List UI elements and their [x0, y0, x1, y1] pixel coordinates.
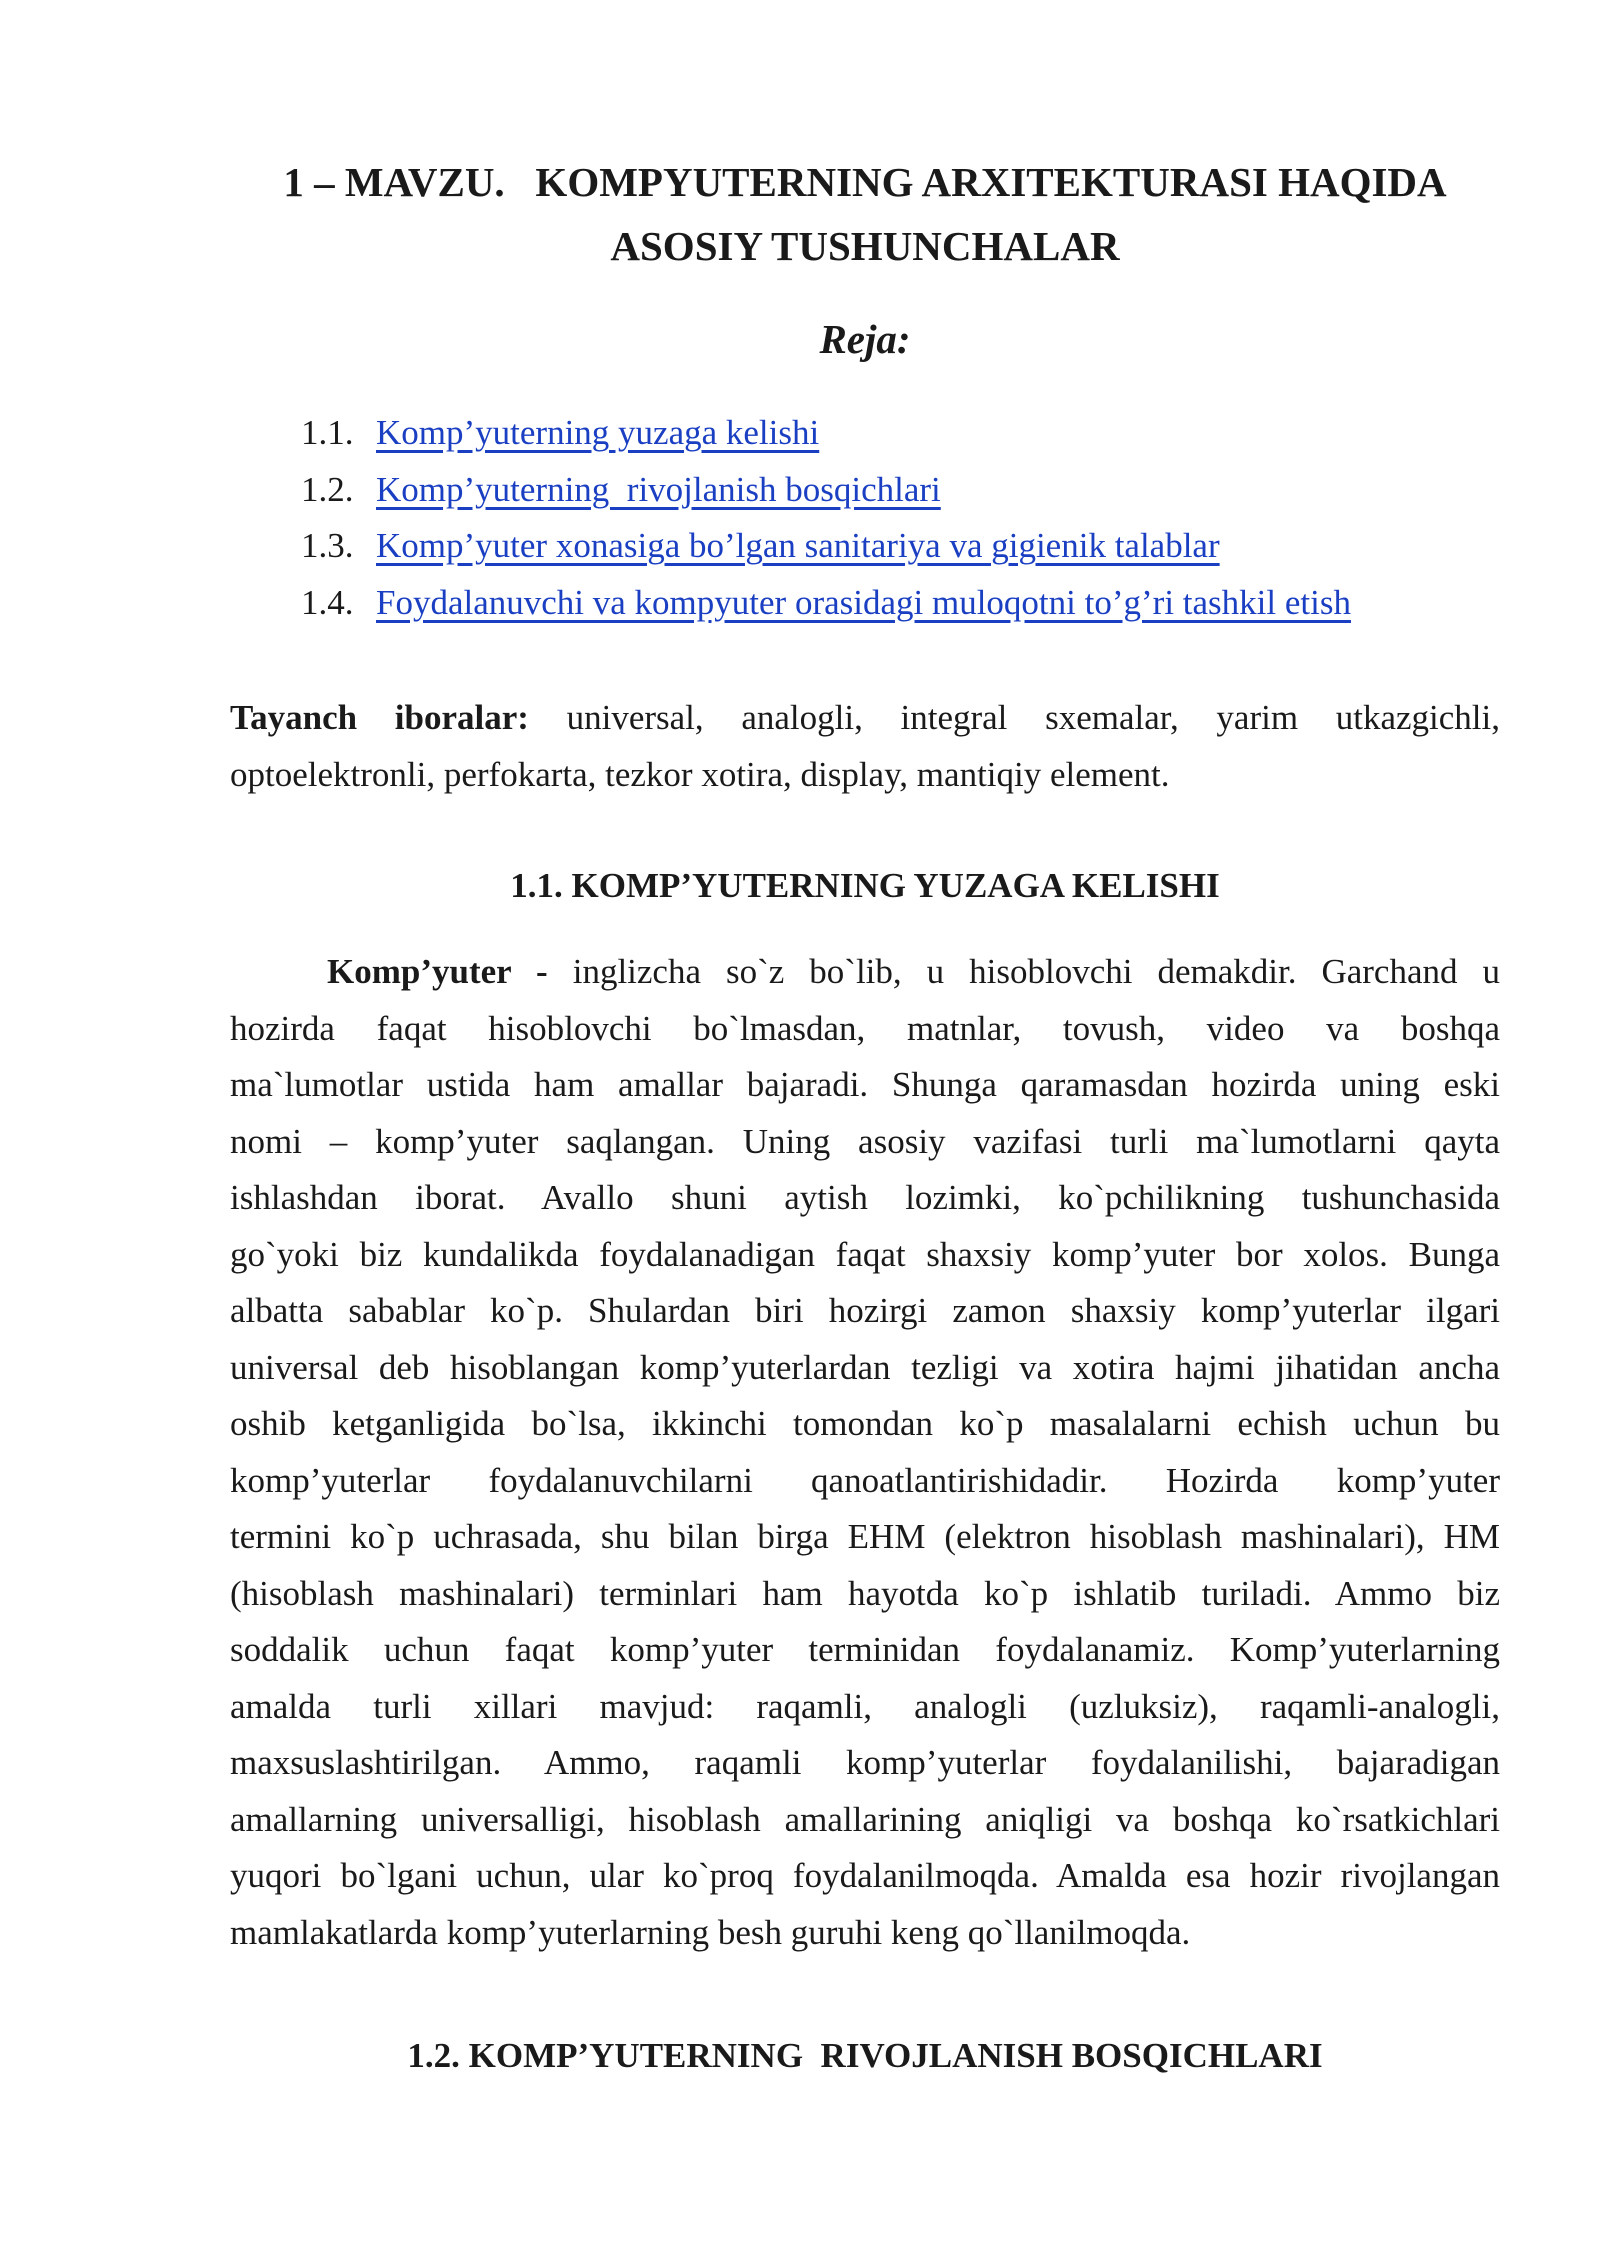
table-of-contents — [301, 408, 1351, 634]
page-title — [180, 150, 1550, 278]
section-heading-1-1: 1.1. KOMP’YUTERNING YUZAGA KELISHI — [510, 866, 1220, 905]
paragraph-line: maxsuslashtirilgan. Ammo, raqamli komp’yuterlar foydalanilishi, bajaradigan — [230, 1743, 1500, 1782]
paragraph-line: nomi – komp’yuter saqlangan. Uning asosiy vazifasi turli ma`lumotlarni qayta — [230, 1121, 1500, 1161]
toc-link-1-2[interactable]: Komp’yuterning rivojlanish bosqichlari — [376, 469, 941, 509]
keywords-text: universal, analogli, integral sxemalar, yarim utkazgichli, optoelektronli, perfokarta, tezkor xotira, display, mantiqiy element. — [230, 698, 1500, 794]
toc-link-1-4[interactable]: Foydalanuvchi va kompyuter orasidagi muloqotni to’g’ri tashkil etish — [376, 582, 1351, 622]
toc-item — [301, 521, 1351, 578]
keywords-paragraph — [230, 690, 1500, 803]
paragraph-line: mamlakatlarda komp’yuterlarning besh guruhi keng qo`llanilmoqda. — [230, 1912, 1191, 1952]
paragraph-line: termini ko`p uchrasada, shu bilan birga EHM (elektron hisoblash mashinalari), HM — [230, 1517, 1500, 1556]
paragraph-line-text: inglizcha so`z bo`lib, u hisoblovchi demakdir. Garchand u — [547, 952, 1500, 991]
paragraph-line: oshib ketganligida bo`lsa, ikkinchi tomondan ko`p masalalarni echish uchun bu — [230, 1404, 1500, 1443]
section-body-paragraph — [230, 944, 1500, 1961]
term-bold: Komp’yuter - — [327, 952, 548, 991]
section-heading-1-2: 1.2. KOMP’YUTERNING RIVOJLANISH BOSQICHLARI — [407, 2036, 1323, 2075]
paragraph-line — [230, 944, 1500, 1001]
page-title-line-1: 1 – MAVZU. KOMPYUTERNING ARXITEKTURASI HAQIDA — [283, 159, 1447, 205]
paragraph-line: (hisoblash mashinalari) terminlari ham hayotda ko`p ishlatib turiladi. Ammo biz — [230, 1573, 1500, 1613]
paragraph-line: ishlashdan iborat. Avallo shuni aytish lozimki, ko`pchilikning tushunchasida — [230, 1178, 1500, 1217]
paragraph-line: yuqori bo`lgani uchun, ular ko`proq foydalanilmoqda. Amalda esa hozir rivojlangan — [230, 1856, 1500, 1895]
paragraph-line: amalda turli xillari mavjud: raqamli, analogli (uzluksiz), raqamli-analogli, — [230, 1686, 1500, 1726]
paragraph-line: hozirda faqat hisoblovchi bo`lmasdan, matnlar, tovush, video va boshqa — [230, 1008, 1500, 1048]
toc-item — [301, 465, 1351, 522]
toc-item-number: 1.3. — [301, 526, 354, 565]
plan-heading: Reja: — [819, 316, 911, 362]
paragraph-line: soddalik uchun faqat komp’yuter terminidan foydalanamiz. Komp’yuterlarning — [230, 1630, 1500, 1669]
keywords-label: Tayanch iboralar: — [230, 698, 529, 737]
toc-item-number: 1.4. — [301, 582, 354, 622]
toc-link-1-3[interactable]: Komp’yuter xonasiga bo’lgan sanitariya va gigienik talablar — [376, 526, 1220, 565]
toc-item-number: 1.1. — [301, 413, 354, 452]
page-title-line-2: ASOSIY TUSHUNCHALAR — [610, 223, 1120, 269]
toc-item — [301, 578, 1351, 635]
paragraph-line: go`yoki biz kundalikda foydalanadigan faqat shaxsiy komp’yuter bor xolos. Bunga — [230, 1234, 1500, 1274]
toc-item — [301, 408, 1351, 465]
toc-item-number: 1.2. — [301, 469, 354, 509]
paragraph-line: universal deb hisoblangan komp’yuterlardan tezligi va xotira hajmi jihatidan ancha — [230, 1347, 1500, 1387]
paragraph-line: komp’yuterlar foydalanuvchilarni qanoatlantirishidadir. Hozirda komp’yuter — [230, 1460, 1500, 1500]
paragraph-line: ma`lumotlar ustida ham amallar bajaradi. Shunga qaramasdan hozirda uning eski — [230, 1065, 1500, 1104]
paragraph-line: amallarning universalligi, hisoblash amallarining aniqligi va boshqa ko`rsatkichlari — [230, 1799, 1500, 1839]
paragraph-line: albatta sabablar ko`p. Shulardan biri hozirgi zamon shaxsiy komp’yuterlar ilgari — [230, 1291, 1500, 1330]
toc-link-1-1[interactable]: Komp’yuterning yuzaga kelishi — [376, 413, 820, 452]
